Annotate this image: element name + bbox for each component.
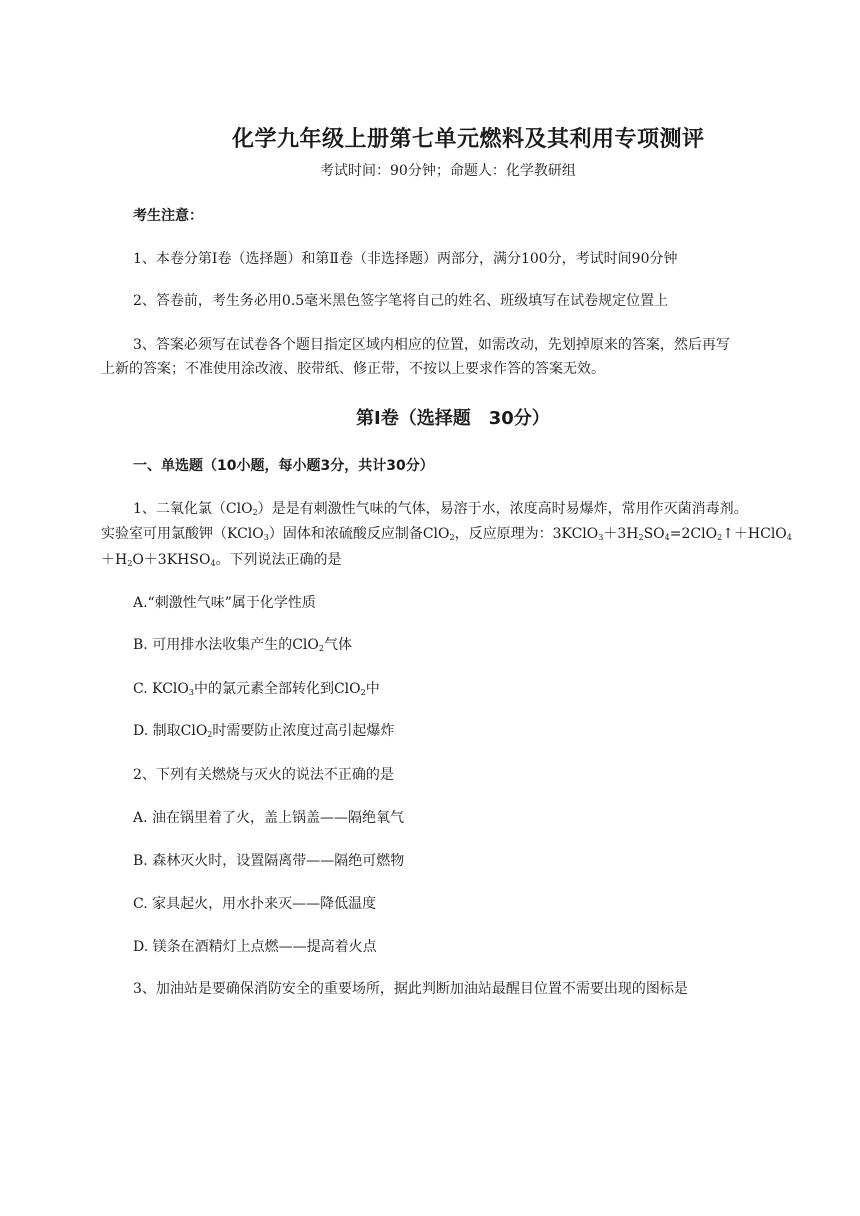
exam-title: 化学九年级上册第七单元燃料及其利用专项测评 xyxy=(232,127,705,152)
q1-stem-line3: $+H_2O+3KHSO_4$。下列说法正确的是 xyxy=(101,552,342,568)
q2-option-c: C. 家具起火，用水扑来灭——降低温度 xyxy=(133,896,377,912)
q1-stem-line2: 实验室可用氯酸钾（KClO$_3$）固体和浓硫酸反应制备ClO$_2$，反应原理为：$3KClO_3+3H_2SO_4=2ClO_2↑+HClO_4$ xyxy=(101,526,792,542)
q1-option-d: D. 制取ClO$_2$时需要防止浓度过高引起爆炸 xyxy=(133,723,395,739)
q2-option-b: B. 森林灭火时，设置隔离带——隔绝可燃物 xyxy=(133,853,405,869)
notice-1: 1、本卷分第Ⅰ卷（选择题）和第Ⅱ卷（非选择题）两部分，满分100分，考试时间90分钟 xyxy=(133,251,678,267)
exam-subtitle: 考试时间：90分钟；命题人：化学教研组 xyxy=(320,163,576,179)
q2-option-a: A. 油在锅里着了火，盖上锅盖——隔绝氧气 xyxy=(133,810,405,826)
q2-option-d: D. 镁条在酒精灯上点燃——提高着火点 xyxy=(133,939,377,955)
q2-stem: 2、下列有关燃烧与灭火的说法不正确的是 xyxy=(133,767,394,783)
q1-option-a: A.“刺激性气味”属于化学性质 xyxy=(133,595,316,611)
notice-3-line1: 3、答案必须写在试卷各个题目指定区域内相应的位置，如需改动，先划掉原来的答案，然后再写 xyxy=(133,337,730,353)
notice-2: 2、答卷前，考生务必用0.5毫米黑色签字笔将自己的姓名、班级填写在试卷规定位置上 xyxy=(133,293,669,309)
part-heading: 一、单选题（10小题，每小题3分，共计30分） xyxy=(133,458,434,474)
notice-3-line2: 上新的答案；不准使用涂改液、胶带纸、修正带，不按以上要求作答的答案无效。 xyxy=(101,361,605,377)
section-title: 第Ⅰ卷（选择题 30分） xyxy=(356,408,550,429)
q1-option-b: B. 可用排水法收集产生的ClO$_2$气体 xyxy=(133,637,352,653)
q3-stem: 3、加油站是要确保消防安全的重要场所，据此判断加油站最醒目位置不需要出现的图标是 xyxy=(133,981,688,997)
q1-option-c: C. KClO$_3$中的氯元素全部转化到ClO$_2$中 xyxy=(133,681,380,697)
notice-heading: 考生注意： xyxy=(133,208,203,224)
q1-stem-line1: 1、二氧化氯（ClO$_2$）是是有刺激性气味的气体，易溶于水，浓度高时易爆炸，常用作灭菌消毒剂。 xyxy=(133,501,748,517)
